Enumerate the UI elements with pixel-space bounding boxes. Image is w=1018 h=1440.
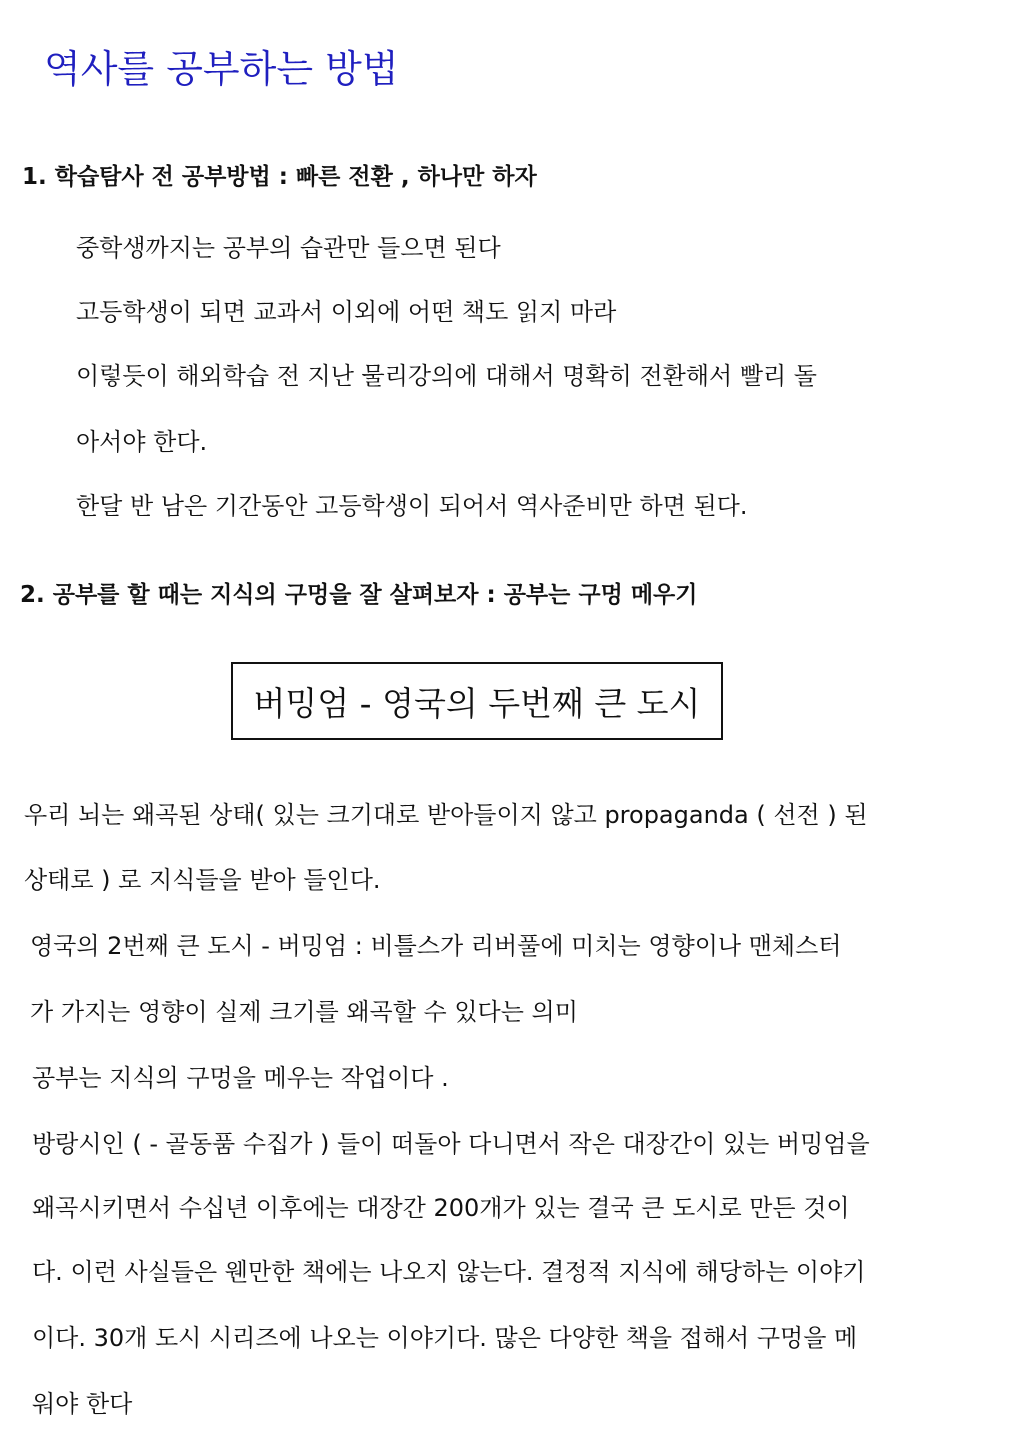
boxed-caption [231,662,723,740]
section-1-line-2: 고등학생이 되면 교과서 이외에 어떤 책도 읽지 마라 [76,298,617,326]
section-2-line-1: 우리 뇌는 왜곡된 상태( 있는 크기대로 받아들이지 않고 propaganda ( 선전 ) 된 [24,801,868,829]
boxed-caption-text: 버밍엄 - 영국의 두번째 큰 도시 [253,683,701,723]
section-2-heading: 2. 공부를 할 때는 지식의 구멍을 잘 살펴보자 : 공부는 구멍 메우기 [20,582,698,608]
section-1-line-1: 중학생까지는 공부의 습관만 들으면 된다 [76,234,501,262]
section-2-line-3: 영국의 2번째 큰 도시 - 버밍엄 : 비틀스가 리버풀에 미치는 영향이나 맨체스터 [30,932,842,960]
section-2-line-5: 공부는 지식의 구멍을 메우는 작업이다 . [32,1064,449,1092]
section-2-line-8: 다. 이런 사실들은 웬만한 책에는 나오지 않는다. 결정적 지식에 해당하는 이야기 [32,1258,866,1286]
section-2-line-9: 이다. 30개 도시 시리즈에 나오는 이야기다. 많은 다양한 책을 접해서 구멍을 메 [32,1324,858,1352]
section-2-line-4: 가 가지는 영향이 실제 크기를 왜곡할 수 있다는 의미 [30,998,578,1026]
document-title: 역사를 공부하는 방법 [44,47,399,91]
section-1-line-3: 이렇듯이 해외학습 전 지난 물리강의에 대해서 명확히 전환해서 빨리 돌 [76,362,817,390]
section-2-line-2: 상태로 ) 로 지식들을 받아 들인다. [24,866,381,894]
section-1-line-4: 아서야 한다. [76,428,208,456]
section-2-line-7: 왜곡시키면서 수십년 이후에는 대장간 200개가 있는 결국 큰 도시로 만든 것이 [32,1194,850,1222]
section-2-line-10: 워야 한다 [32,1390,133,1418]
section-1-line-5: 한달 반 남은 기간동안 고등학생이 되어서 역사준비만 하면 된다. [76,492,748,520]
section-2-line-6: 방랑시인 ( - 골동품 수집가 ) 들이 떠돌아 다니면서 작은 대장간이 있는 버밍엄을 [32,1130,870,1158]
section-1-heading: 1. 학습탐사 전 공부방법 : 빠른 전환 , 하나만 하자 [22,164,537,190]
